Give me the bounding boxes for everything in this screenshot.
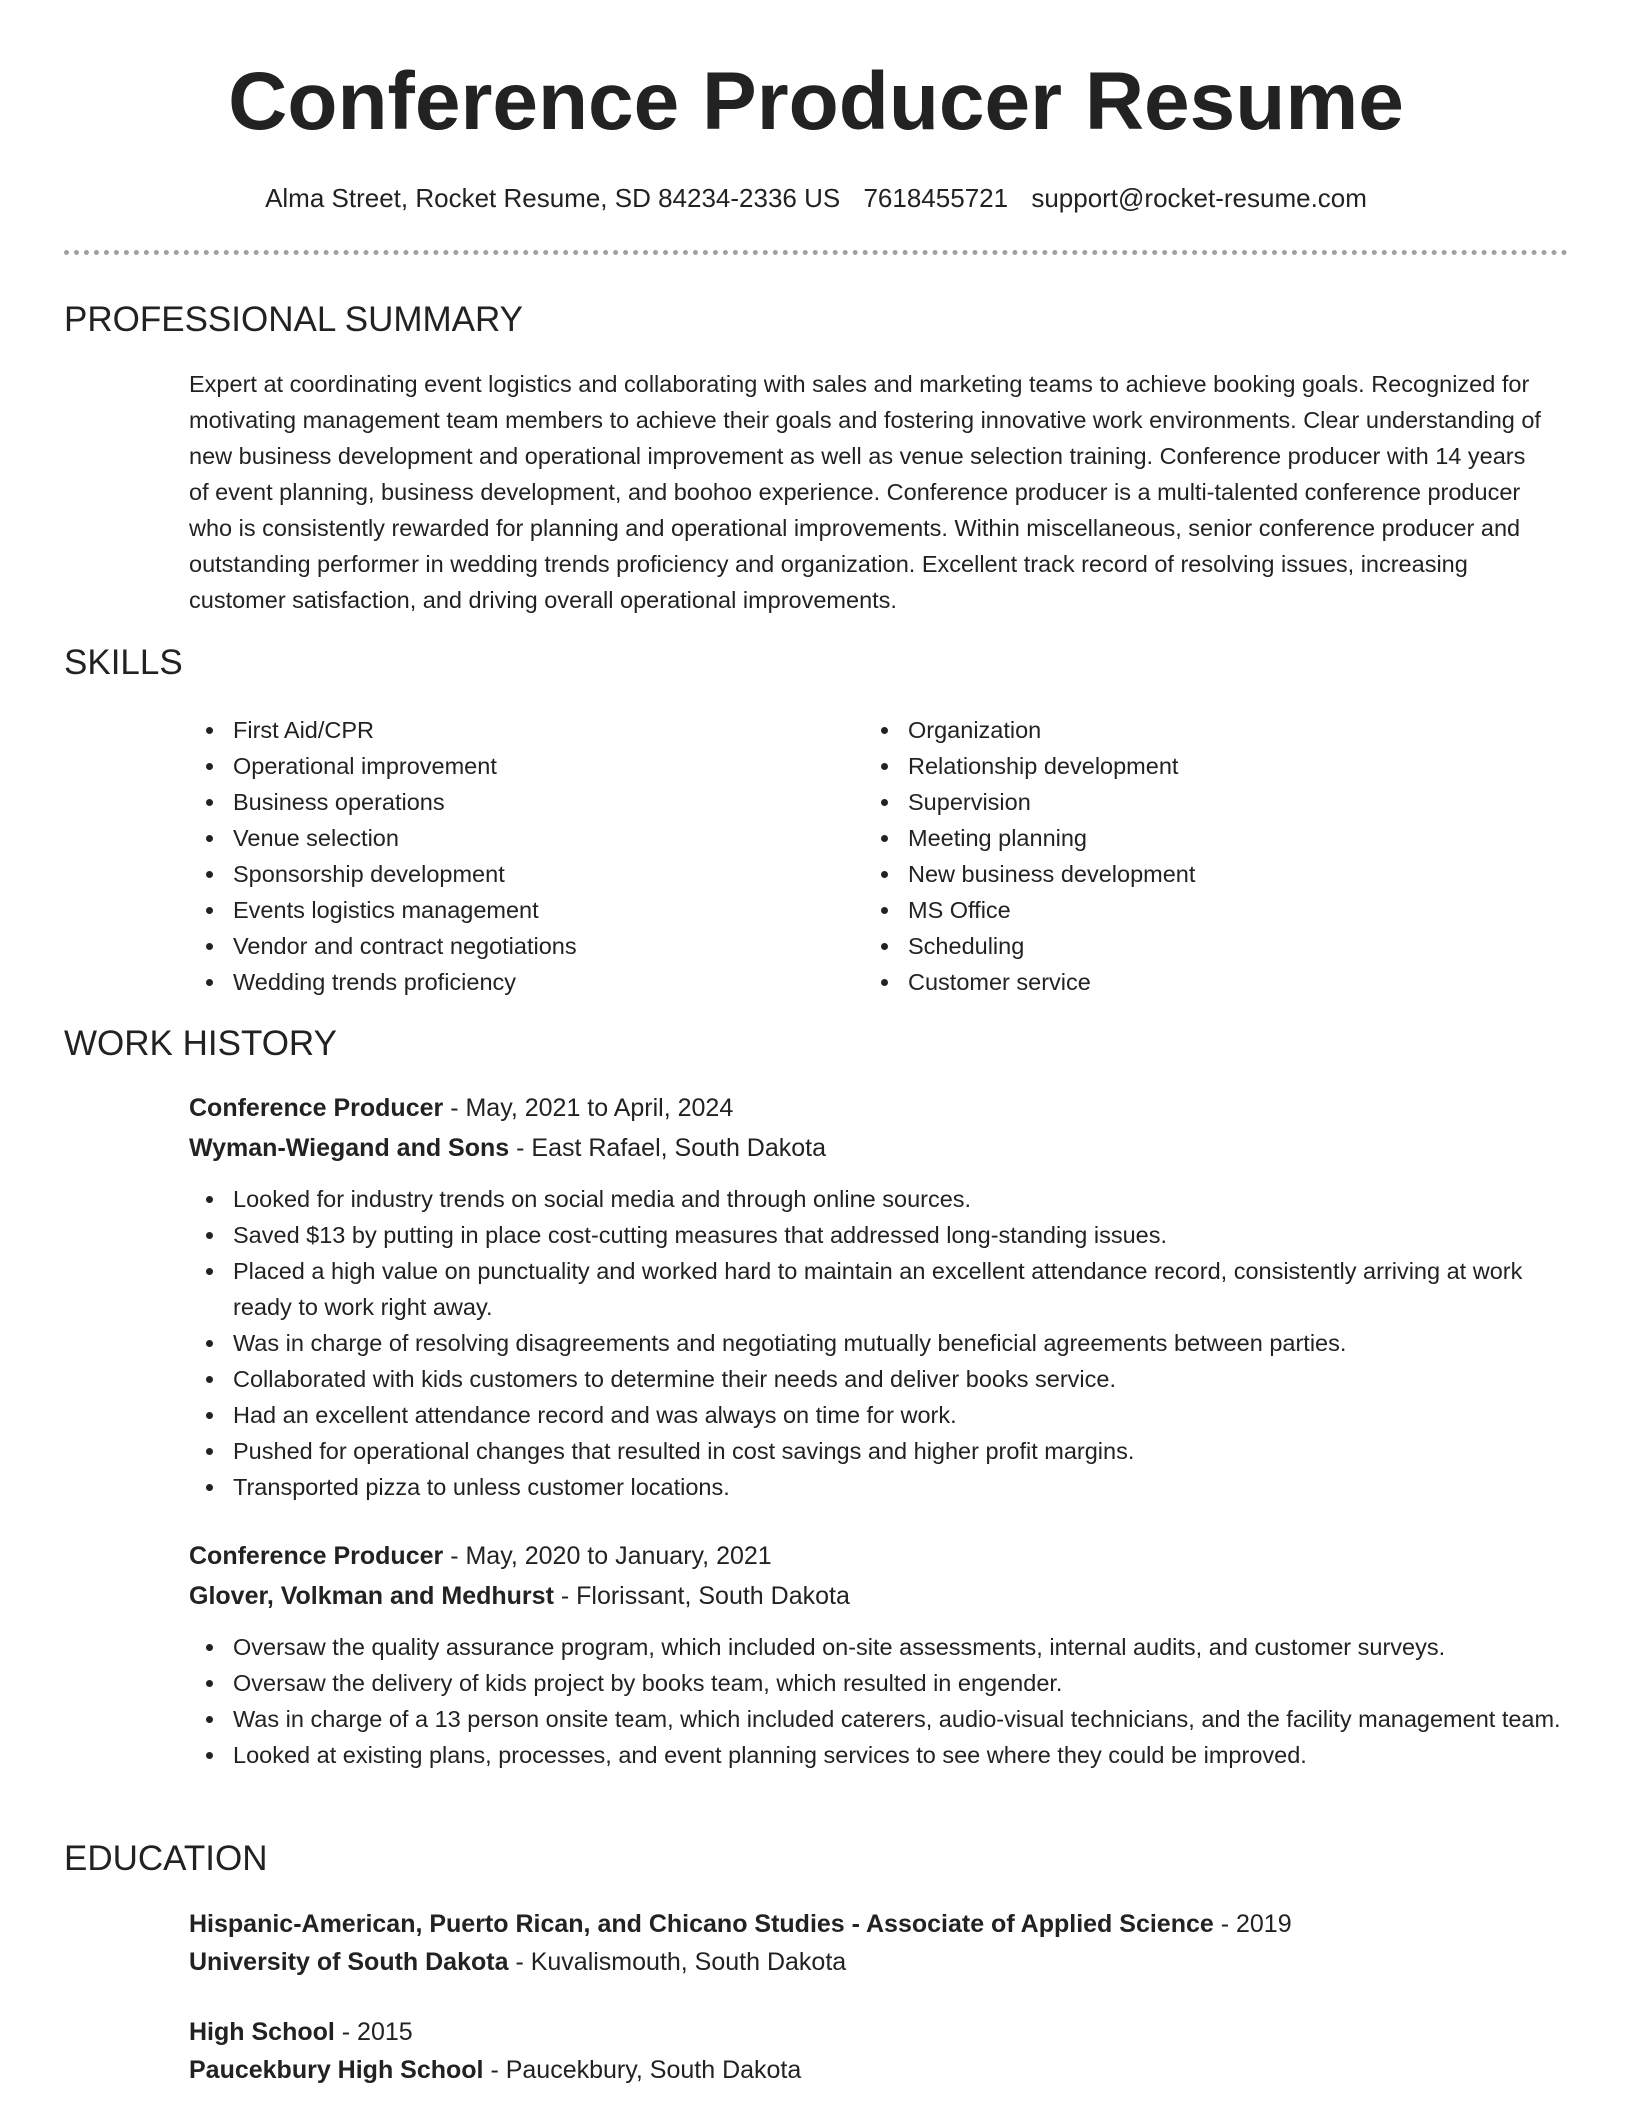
- skills-list-right: [864, 712, 1524, 1000]
- job-bullet: Oversaw the quality assurance program, which included on-site assessments, internal audits, and customer surveys.: [189, 1629, 1569, 1665]
- skill-item: Events logistics management: [189, 892, 849, 928]
- job-bullet: Looked for industry trends on social media and through online sources.: [189, 1181, 1569, 1217]
- job-bullet: Saved $13 by putting in place cost-cutting measures that addressed long-standing issues.: [189, 1217, 1569, 1253]
- contact-address: Alma Street, Rocket Resume, SD 84234-2336 US: [265, 183, 841, 213]
- education-location: - Paucekbury, South Dakota: [483, 2056, 802, 2084]
- skill-item: Wedding trends proficiency: [189, 964, 849, 1000]
- skill-item: Relationship development: [864, 748, 1524, 784]
- job-title-line: [189, 1537, 772, 1575]
- skill-item: Supervision: [864, 784, 1524, 820]
- skill-item: First Aid/CPR: [189, 712, 849, 748]
- education-school-line: [189, 2051, 801, 2089]
- summary-text: Expert at coordinating event logistics and collaborating with sales and marketing teams to achieve booking goals. Recognized for motivating management team members to achieve their goals and fostering innovative work environments. Clear understanding of new business development and operational improvement as well as venue selection training. Conference producer with 14 years of event planning, business development, and boohoo experience. Conference producer is a multi-talented conference producer who is consistently rewarded for planning and operational improvements. Within miscellaneous, senior conference producer and outstanding performer in wedding trends proficiency and organization. Excellent track record of resolving issues, increasing customer satisfaction, and driving overall operational improvements.: [189, 371, 1541, 613]
- job-bullet: Placed a high value on punctuality and worked hard to maintain an excellent attendance record, consistently arriving at work ready to work right away.: [189, 1253, 1569, 1325]
- job-company-line: [189, 1129, 826, 1167]
- job-location: - East Rafael, South Dakota: [509, 1134, 827, 1162]
- education-year: - 2019: [1213, 1910, 1292, 1938]
- job-bullet: Oversaw the delivery of kids project by books team, which resulted in engender.: [189, 1665, 1569, 1701]
- job-title: Conference Producer: [189, 1542, 444, 1570]
- page-title: Conference Producer Resume: [228, 56, 1404, 147]
- job-dates: - May, 2021 to April, 2024: [443, 1094, 734, 1122]
- skill-item: Operational improvement: [189, 748, 849, 784]
- job-bullet: Was in charge of a 13 person onsite team, which included caterers, audio-visual technicians, and the facility management team.: [189, 1701, 1569, 1737]
- summary-heading: PROFESSIONAL SUMMARY: [64, 300, 523, 339]
- job-title: Conference Producer: [189, 1094, 444, 1122]
- job-bullet: Looked at existing plans, processes, and event planning services to see where they could be improved.: [189, 1737, 1569, 1773]
- job-bullets: [189, 1629, 1569, 1773]
- skill-item: MS Office: [864, 892, 1524, 928]
- skill-item: Meeting planning: [864, 820, 1524, 856]
- education-degree-line: [189, 1905, 1292, 1943]
- education-degree: Hispanic-American, Puerto Rican, and Chicano Studies - Associate of Applied Science: [189, 1910, 1214, 1938]
- job-bullet: Had an excellent attendance record and was always on time for work.: [189, 1397, 1569, 1433]
- education-school-line: [189, 1943, 846, 1981]
- education-degree: High School: [189, 2018, 335, 2046]
- education-school: University of South Dakota: [189, 1948, 509, 1976]
- job-bullet: Pushed for operational changes that resulted in cost savings and higher profit margins.: [189, 1433, 1569, 1469]
- job-bullet: Was in charge of resolving disagreements and negotiating mutually beneficial agreements between parties.: [189, 1325, 1569, 1361]
- skill-item: Business operations: [189, 784, 849, 820]
- work-history-heading: WORK HISTORY: [64, 1024, 337, 1063]
- contact-phone: 7618455721: [863, 183, 1009, 213]
- skill-item: Sponsorship development: [189, 856, 849, 892]
- header-divider: [64, 250, 1568, 255]
- education-degree-line: [189, 2013, 413, 2051]
- job-title-line: [189, 1089, 733, 1127]
- job-company: Wyman-Wiegand and Sons: [189, 1134, 510, 1162]
- contact-line: [0, 180, 1632, 216]
- job-company-line: [189, 1577, 850, 1615]
- skill-item: Vendor and contract negotiations: [189, 928, 849, 964]
- job-bullet: Transported pizza to unless customer locations.: [189, 1469, 1569, 1505]
- job-company: Glover, Volkman and Medhurst: [189, 1582, 554, 1610]
- job-dates: - May, 2020 to January, 2021: [443, 1542, 772, 1570]
- education-year: - 2015: [334, 2018, 413, 2046]
- skill-item: Customer service: [864, 964, 1524, 1000]
- skills-list-left: [189, 712, 849, 1000]
- education-location: - Kuvalismouth, South Dakota: [508, 1948, 847, 1976]
- contact-email: support@rocket-resume.com: [1031, 183, 1367, 213]
- education-heading: EDUCATION: [64, 1839, 268, 1878]
- skill-item: New business development: [864, 856, 1524, 892]
- skill-item: Venue selection: [189, 820, 849, 856]
- skills-heading: SKILLS: [64, 643, 183, 682]
- skill-item: Organization: [864, 712, 1524, 748]
- job-bullet: Collaborated with kids customers to determine their needs and deliver books service.: [189, 1361, 1569, 1397]
- education-school: Paucekbury High School: [189, 2056, 484, 2084]
- skill-item: Scheduling: [864, 928, 1524, 964]
- job-location: - Florissant, South Dakota: [553, 1582, 850, 1610]
- job-bullets: [189, 1181, 1569, 1505]
